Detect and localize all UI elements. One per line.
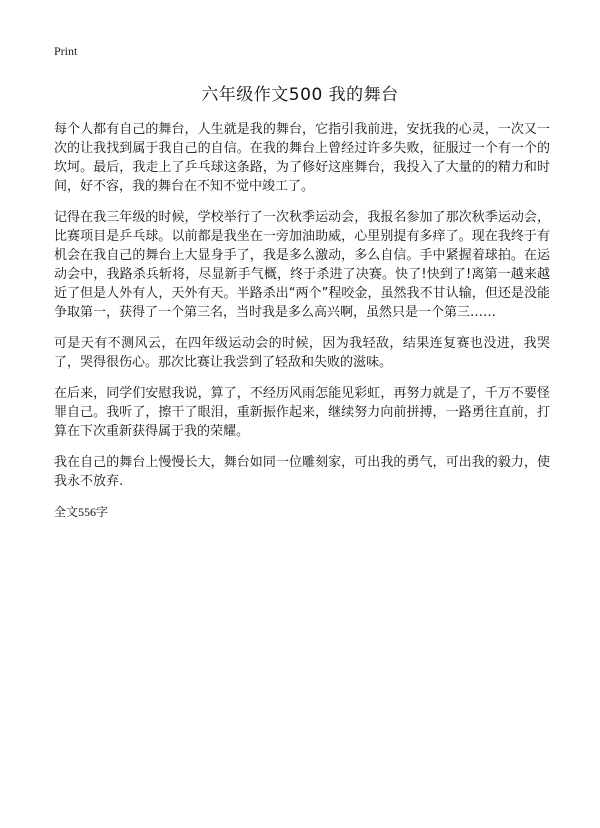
article-title: 六年级作文500 我的舞台 [201,85,399,105]
paragraph-3: 可是天有不测风云，在四年级运动会的时候，因为我轻敌，结果连复赛也没进，我哭了，哭得很伤心。那次比赛让我尝到了轻敌和失败的滋味。 [54,336,550,370]
paragraph-1: 每个人都有自己的舞台，人生就是我的舞台，它指引我前进，安抚我的心灵，一次又一次的让我找到属于我自己的自信。在我的舞台上曾经过许多失败，征服过一个有一个的坎坷。最后，我走上了乒乓球这条路，为了修好这座舞台，我投入了大量的的精力和时间，好不容，我的舞台在不知不觉中竣工了。 [54,122,550,194]
paragraph-2: 记得在我三年级的时候，学校举行了一次秋季运动会，我报名参加了那次秋季运动会，比赛项目是乒乓球。以前都是我坐在一旁加油助威，心里别提有多痒了。现在我终于有机会在我自己的舞台上大显身手了，我是多么激动，多么自信。手中紧握着球拍。在运动会中，我路杀兵斩将，尽显新手气概，终于杀进了决赛。快了!快到了!离第一越来越近了但是人外有人，天外有天。半路杀出“两个”程咬金，虽然我不甘认输，但还是没能争取第一，获得了一个第三名，当时我是多么高兴啊，虽然只是一个第三…… [54,210,550,320]
paragraph-4: 在后来，同学们安慰我说，算了，不经历风雨怎能见彩虹，再努力就是了，千万不要怪罪自己。我听了，擦干了眼泪，重新振作起来，继续努力向前拼搏，一路勇往直前，打算在下次重新获得属于我的荣耀。 [54,386,550,439]
word-count: 全文556字 [54,505,109,519]
article-body [54,120,550,534]
print-link[interactable]: Print [54,44,78,58]
paragraph-5: 我在自己的舞台上慢慢长大，舞台如同一位雕刻家，可出我的勇气，可出我的毅力，使我永不放弃. [54,455,550,489]
